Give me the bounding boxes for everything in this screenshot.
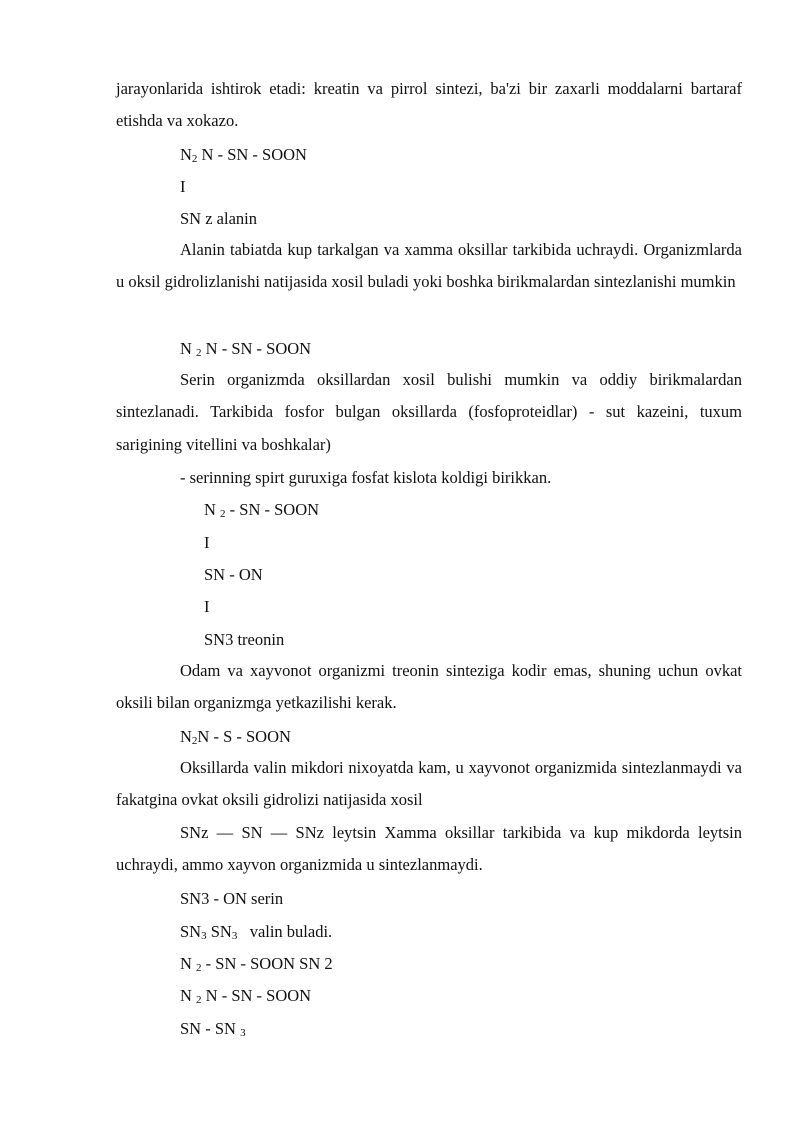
formula-alanine-line3: SN z alanin bbox=[180, 209, 257, 228]
formula-9 bbox=[180, 1019, 246, 1039]
formula-subscript: 2 bbox=[196, 994, 202, 1006]
formula-subscript: 2 bbox=[196, 962, 202, 974]
paragraph-intro: jarayonlarida ishtirok etadi: kreatin va pirrol sintezi, ba'zi bir zaxarli moddalarni bartaraf etishda va xokazo. bbox=[116, 79, 742, 131]
formula-alanine-line1 bbox=[180, 145, 307, 165]
formula-text: N bbox=[180, 727, 192, 746]
paragraph-valine: Oksillarda valin mikdori nixoyatda kam, u xayvonot organizmida sintezlanmaydi va fakatgina ovkat oksili gidrolizi natijasida xosil bbox=[116, 758, 742, 810]
paragraph-alanine: Alanin tabiatda kup tarkalgan va xamma oksillar tarkibida uchraydi. Organizmlarda u oksil gidrolizlanishi natijasida xosil buladi yoki boshka birikmalardan sintezlanishi mumkin bbox=[116, 240, 742, 292]
formula-threonine-line5: SN3 treonin bbox=[204, 630, 285, 649]
formula-text: valin buladi. bbox=[237, 922, 333, 941]
formula-subscript: 3 bbox=[201, 930, 207, 942]
formula-threonine-line3: SN - ON bbox=[204, 565, 263, 584]
formula-text: - SN - SOON SN 2 bbox=[201, 954, 333, 973]
formula-text: N - S - SOON bbox=[197, 727, 291, 746]
formula-text: - SN - SOON bbox=[225, 500, 320, 519]
formula-text: N bbox=[180, 954, 197, 973]
formula-text: N bbox=[204, 500, 221, 519]
formula-valine bbox=[180, 922, 332, 942]
formula-text: N - SN - SOON bbox=[197, 145, 307, 164]
formula-threonine-line1 bbox=[204, 500, 319, 520]
formula-text: SN bbox=[206, 922, 232, 941]
formula-text: SN bbox=[180, 922, 202, 941]
formula-8 bbox=[180, 986, 311, 1006]
formula-alanine-line2: I bbox=[180, 177, 186, 196]
formula-subscript: 2 bbox=[220, 508, 226, 520]
formula-subscript: 3 bbox=[231, 930, 238, 942]
paragraph-leucine: SNz — SN — SNz leytsin Xamma oksillar tarkibida va kup mikdorda leytsin uchraydi, ammo xayvon organizmida u sintezlanmaydi. bbox=[116, 823, 742, 875]
formula-threonine-line4: I bbox=[204, 597, 210, 616]
formula-text: N - SN - SOON bbox=[201, 339, 312, 358]
formula-subscript: 2 bbox=[196, 347, 202, 359]
formula-text: N bbox=[180, 339, 197, 358]
formula-text: SN - SN bbox=[180, 1019, 241, 1038]
paragraph-serine: Serin organizmda oksillardan xosil bulishi mumkin va oddiy birikmalardan sintezlanadi. Tarkibida fosfor bulgan oksillarda (fosfoproteidlar) - sut kazeini, tuxum sarigining vitellini va boshkalar) bbox=[116, 370, 742, 454]
formula-subscript: 3 bbox=[240, 1027, 246, 1039]
formula-2 bbox=[180, 339, 311, 359]
formula-7 bbox=[180, 954, 333, 974]
formula-threonine-line2: I bbox=[204, 533, 210, 552]
paragraph-serine-note: - serinning spirt guruxiga fosfat kislota koldigi birikkan. bbox=[180, 468, 552, 487]
paragraph-threonine: Odam va xayvonot organizmi treonin sinteziga kodir emas, shuning uchun ovkat oksili bilan organizmga yetkazilishi kerak. bbox=[116, 661, 742, 713]
formula-subscript: 2 bbox=[191, 735, 198, 747]
formula-text: N - SN - SOON bbox=[201, 986, 312, 1005]
formula-subscript: 2 bbox=[191, 153, 198, 165]
formula-4 bbox=[180, 727, 291, 747]
formula-text: N bbox=[180, 986, 197, 1005]
formula-text: N bbox=[180, 145, 192, 164]
formula-serine: SN3 - ON serin bbox=[180, 889, 284, 908]
